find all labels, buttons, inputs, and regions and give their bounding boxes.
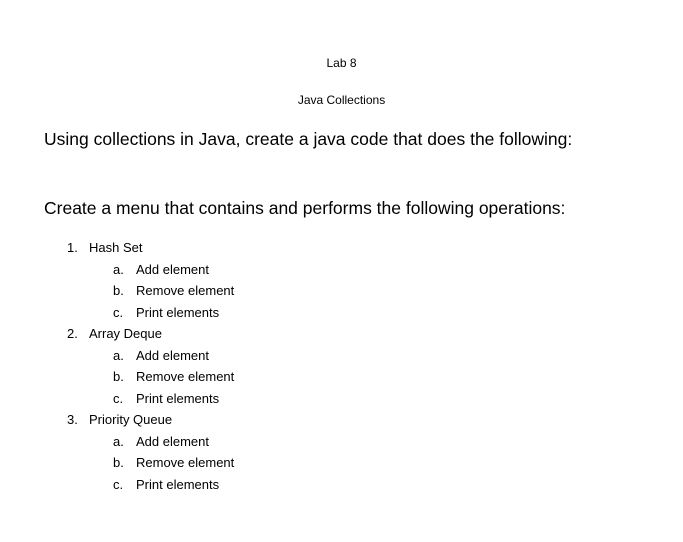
sub-item-add xyxy=(0,345,683,367)
sub-item-label: Print elements xyxy=(136,390,220,406)
sub-item-label: Print elements xyxy=(136,476,220,492)
document-subtitle: Java Collections xyxy=(297,93,386,107)
sub-item-remove xyxy=(0,366,683,388)
sub-marker: a. xyxy=(113,347,124,363)
sub-item-label: Add element xyxy=(136,261,209,277)
intro-paragraph: Using collections in Java, create a java code that does the following: xyxy=(44,129,573,149)
sub-item-label: Add element xyxy=(136,433,209,449)
sub-marker: c. xyxy=(113,476,124,492)
sub-item-print xyxy=(0,302,683,324)
sub-marker: b. xyxy=(113,283,124,298)
list-marker: 1. xyxy=(67,240,78,255)
sub-marker: a. xyxy=(113,261,124,277)
sub-item-print xyxy=(0,474,683,496)
sub-item-label: Print elements xyxy=(136,304,220,320)
list-item-label: Priority Queue xyxy=(89,412,173,427)
list-item-priority-queue xyxy=(0,409,683,431)
sub-item-label: Remove element xyxy=(136,455,235,470)
sub-item-label: Add element xyxy=(136,347,209,363)
list-item-array-deque xyxy=(0,323,683,345)
sub-item-print xyxy=(0,388,683,410)
list-marker: 3. xyxy=(67,412,78,427)
list-item-hash-set xyxy=(0,237,683,259)
sub-item-label: Remove element xyxy=(136,369,235,384)
menu-instruction: Create a menu that contains and performs the following operations: xyxy=(44,198,566,218)
sub-item-remove xyxy=(0,280,683,302)
sub-item-label: Remove element xyxy=(136,283,235,298)
sub-marker: c. xyxy=(113,390,124,406)
sub-marker: b. xyxy=(113,455,124,470)
sub-marker: a. xyxy=(113,433,124,449)
lab-title: Lab 8 xyxy=(326,56,357,70)
sub-marker: b. xyxy=(113,369,124,384)
list-marker: 2. xyxy=(67,326,78,341)
sub-marker: c. xyxy=(113,304,124,320)
sub-item-add xyxy=(0,431,683,453)
list-item-label: Hash Set xyxy=(89,240,143,255)
list-item-label: Array Deque xyxy=(89,326,162,341)
sub-item-remove xyxy=(0,452,683,474)
operations-list xyxy=(0,237,683,495)
sub-item-add xyxy=(0,259,683,281)
